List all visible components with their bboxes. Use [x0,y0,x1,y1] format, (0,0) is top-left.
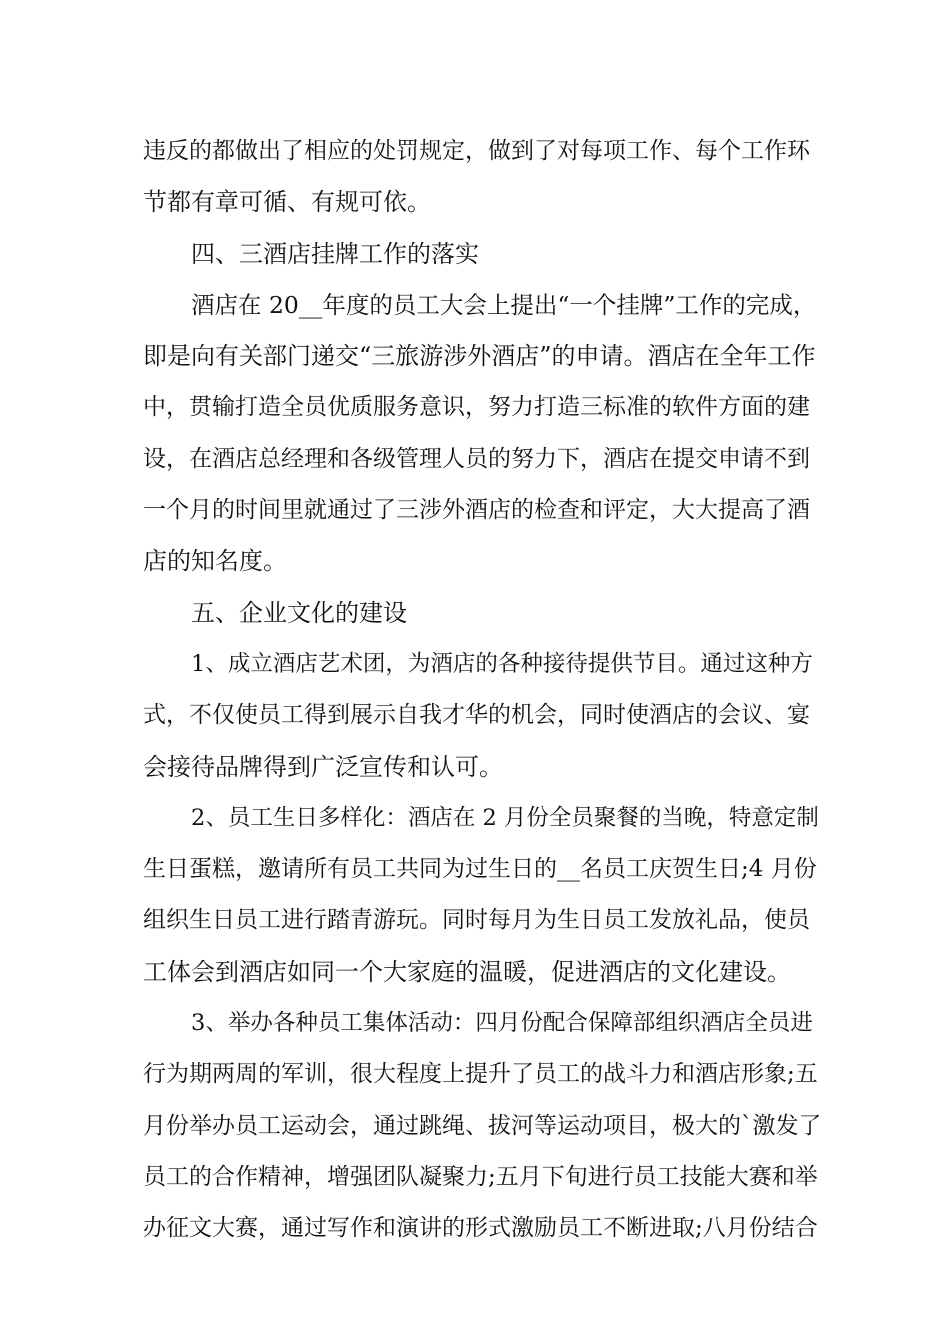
paragraph-first-line: 3、举办各种员工集体活动：四月份配合保障部组织酒店全员进 [191,1010,813,1037]
paragraph-line: 员工的合作精神，增强团队凝聚力;五月下旬进行员工技能大赛和举 [143,1163,818,1190]
paragraph-line: 中，贯输打造全员优质服务意识，努力打造三标准的软件方面的建 [143,394,810,421]
paragraph-line: 一个月的时间里就通过了三涉外酒店的检查和评定，大大提高了酒 [143,497,810,524]
paragraph-line: 组织生日员工进行踏青游玩。同时每月为生日员工发放礼品，使员 [143,907,810,934]
paragraph-line: 即是向有关部门递交“三旅游涉外酒店”的申请。酒店在全年工作 [143,342,816,371]
paragraph-line: 会接待品牌得到广泛宣传和认可。 [143,752,503,781]
paragraph-line: 设，在酒店总经理和各级管理人员的努力下，酒店在提交申请不到 [143,445,810,472]
paragraph-line: 工体会到酒店如同一个大家庭的温暖，促进酒店的文化建设。 [143,957,791,986]
paragraph-line: 生日蛋糕，邀请所有员工共同为过生日的__名员工庆贺生日;4 月份 [143,856,817,883]
paragraph-first-line: 酒店在 20__年度的员工大会上提出“一个挂牌”工作的完成， [191,290,817,319]
paragraph-line: 月份举办员工运动会，通过跳绳、拔河等运动项目，极大的`激发了 [143,1112,822,1139]
paragraph-line: 行为期两周的军训，很大程度上提升了员工的战斗力和酒店形象;五 [143,1061,818,1088]
paragraph-first-line: 四、三酒店挂牌工作的落实 [191,239,479,268]
paragraph-line: 办征文大赛，通过写作和演讲的形式激励员工不断进取;八月份结合 [143,1215,818,1242]
paragraph-first-line: 五、企业文化的建设 [191,598,407,627]
paragraph-first-line: 2、员工生日多样化：酒店在 2 月份全员聚餐的当晚，特意定制 [191,804,819,831]
paragraph-line: 节都有章可循、有规可依。 [143,188,431,217]
paragraph-line: 式，不仅使员工得到展示自我才华的机会，同时使酒店的会议、宴 [143,702,810,729]
paragraph-line: 店的知名度。 [143,547,287,576]
paragraph-line: 违反的都做出了相应的处罚规定，做到了对每项工作、每个工作环 [143,138,810,164]
paragraph-first-line: 1、成立酒店艺术团，为酒店的各种接待提供节目。通过这种方 [191,650,813,677]
document-body [143,126,823,1255]
